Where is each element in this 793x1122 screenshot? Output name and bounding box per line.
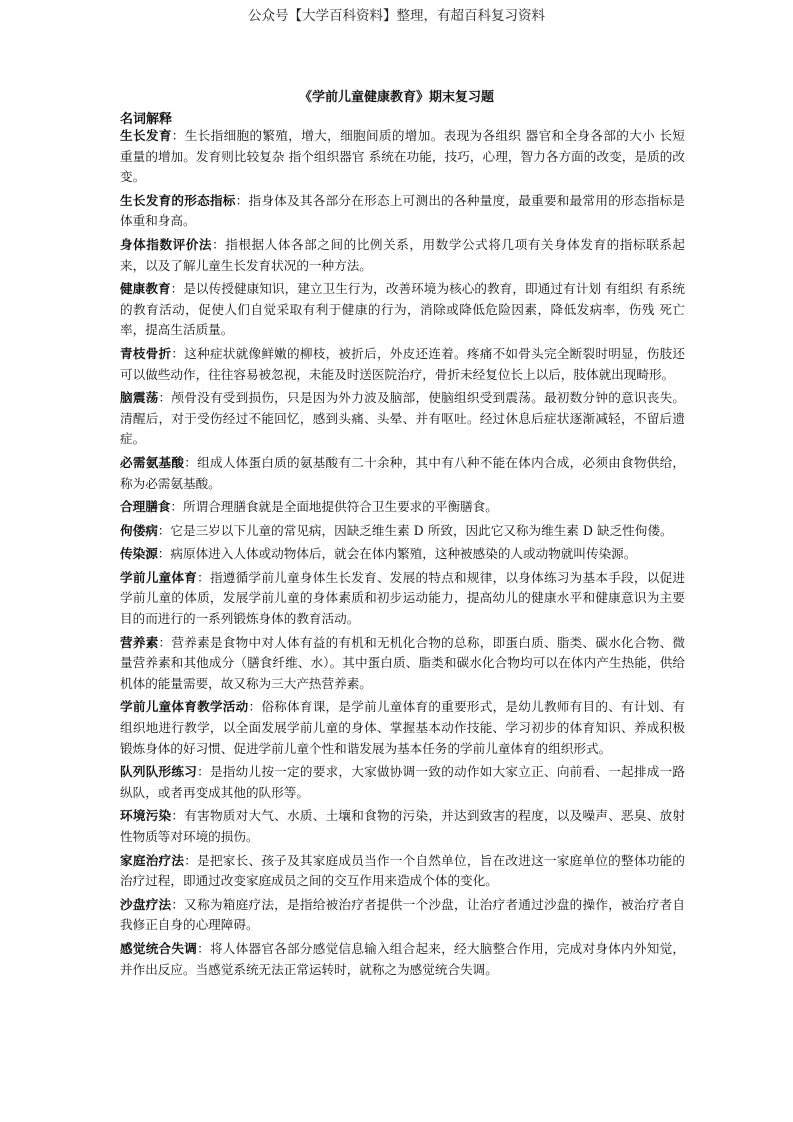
term-separator: ：: [171, 128, 185, 143]
term-entry: [120, 388, 685, 450]
term-name: 健康教育: [120, 281, 171, 297]
term-separator: ：: [171, 896, 185, 912]
document-title: 《学前儿童健康教育》期末复习题: [298, 90, 494, 105]
term-separator: ：: [184, 852, 198, 868]
term-name: 传染源: [120, 546, 158, 562]
term-separator: ：: [157, 522, 171, 538]
term-separator: ：: [171, 808, 185, 824]
term-entry: [120, 191, 685, 232]
term-definition: 营养素是食物中对人体有益的有机和无机化合物的总称，即蛋白质、脂类、碳水化合物、微量营养素和其他成分（膳食纤维、水）。其中蛋白质、脂类和碳水化合物均可以在体内产生热能，供给机体的能量需要，故又称为三大产热营养素。: [120, 634, 686, 691]
term-entry: [120, 568, 685, 630]
term-separator: ：: [170, 499, 183, 515]
term-definition: 是指幼儿按一定的要求，大家做协调一致的动作如大家立正、向前看、一起排成一路纵队，或者再变成其他的队形等。: [120, 764, 686, 800]
term-entry: [120, 453, 685, 494]
term-name: 合理膳食: [120, 499, 171, 515]
term-definition: 组成人体蛋白质的氨基酸有二十余种，其中有八种不能在体内合成，必须由食物供给，称为必需氨基酸。: [120, 454, 686, 491]
term-definition: 又称为箱庭疗法，是指给被治疗者提供一个沙盘，让治疗者通过沙盘的操作，被治疗者自我修正自身的心理障碍。: [120, 896, 686, 933]
term-entry: [120, 279, 685, 341]
term-name: 生长发育: [120, 128, 172, 143]
term-name: 家庭治疗法: [120, 852, 185, 868]
term-name: 青枝骨折: [120, 345, 172, 361]
term-entry: [120, 126, 685, 188]
term-name: 感觉统合失调: [120, 940, 198, 956]
term-entry: [120, 344, 685, 385]
term-name: 队列队形练习: [120, 764, 198, 780]
term-name: 必需氨基酸: [120, 454, 185, 470]
term-separator: ：: [197, 764, 210, 780]
term-separator: ：: [235, 192, 249, 208]
term-name: 脑震荡: [120, 390, 159, 406]
term-entry: [120, 497, 685, 518]
term-list: [120, 126, 685, 983]
page-header: 公众号【大学百科资料】整理，有超百科复习资料: [248, 8, 545, 24]
term-separator: ：: [158, 390, 172, 406]
term-definition: 颅骨没有受到损伤，只是因为外力波及脑部，使脑组织受到震荡。最初数分钟的意识丧失。清醒后，对于受伤经过不能回忆，感到头痛、头晕、并有呕吐。经过休息后症状逐渐减轻，不留后遗症。: [120, 390, 686, 447]
term-name: 佝偻病: [120, 522, 158, 538]
term-separator: ：: [158, 634, 172, 650]
term-name: 生长发育的形态指标: [120, 192, 236, 208]
term-definition: 病原体进入人体或动物体后，就会在体内繁殖，这种被感染的人或动物就叫传染源。: [170, 546, 637, 562]
term-separator: ：: [171, 345, 185, 361]
term-entry: [120, 762, 685, 803]
term-definition: 指身体及其各部分在形态上可测出的各种量度，最重要和最常用的形态指标是体重和身高。: [120, 192, 686, 229]
term-entry: [120, 521, 685, 542]
term-entry: [120, 851, 685, 892]
term-definition: 指根据人体各部之间的比例关系，用数学公式将几项有关身体发育的指标联系起来，以及了解儿童生长发育状况的一种方法。: [120, 236, 686, 273]
term-definition: 指遵循学前儿童身体生长发育、发展的特点和规律，以身体练习为基本手段，以促进学前儿童的体质，发展学前儿童的身体素质和初步运动能力，提高幼儿的健康水平和健康意识为主要目的而进行的一系列锻炼身体的教育活动。: [120, 569, 686, 627]
term-entry: [120, 544, 685, 565]
term-entry: [120, 806, 685, 847]
term-separator: ：: [248, 699, 262, 715]
term-definition: 是以传授健康知识，建立卫生行为，改善环境为核心的教育，即通过有计划 有组织 有系统的教育活动，促使人们自觉采取有利于健康的行为，消除或降低危险因素，降低发病率，伤残 死亡率，提高生活质量。: [120, 281, 686, 338]
term-definition: 是把家长、孩子及其家庭成员当作一个自然单位，旨在改进这一家庭单位的整体功能的治疗过程，即通过改变家庭成员之间的交互作用来造成个体的变化。: [120, 852, 686, 889]
term-separator: ：: [197, 940, 210, 956]
term-separator: ：: [184, 454, 198, 470]
section-heading: 名词解释: [120, 112, 173, 127]
term-definition: 这种症状就像鲜嫩的柳枝，被折后，外皮还连着。疼痛不如骨头完全断裂时明显，伤肢还可以做些动作，往往容易被忽视，未能及时送医院治疗，骨折未经复位长上以后，肢体就出现畸形。: [120, 345, 686, 382]
term-entry: [120, 633, 685, 695]
term-name: 学前儿童体育教学活动: [120, 699, 249, 715]
term-separator: ：: [212, 236, 226, 252]
term-definition: 将人体器官各部分感觉信息输入组合起来，经大脑整合作用，完成对身体内外知觉，并作出反应。当感觉系统无法正常运转时，就称之为感觉统合失调。: [120, 940, 686, 977]
term-separator: ：: [170, 281, 184, 297]
term-definition: 生长指细胞的繁殖，增大，细胞间质的增加。表现为各组织 器官和全身各部的大小 长短 重量的增加。发育则比较复杂 指个组织器官 系统在功能，技巧，心理，智力各方面的改变，是质的改变。: [120, 128, 686, 185]
term-name: 学前儿童体育: [120, 569, 198, 585]
term-definition: 所谓合理膳食就是全面地提供符合卫生要求的平衡膳食。: [182, 499, 498, 515]
term-entry: [120, 895, 685, 936]
term-separator: ：: [157, 546, 171, 562]
term-name: 沙盘疗法: [120, 896, 172, 912]
term-name: 营养素: [120, 634, 159, 650]
term-entry: [120, 235, 685, 276]
term-separator: ：: [197, 569, 210, 585]
term-definition: 它是三岁以下儿童的常见病，因缺乏维生素 D 所致，因此它又称为维生素 D 缺乏性佝偻。: [170, 522, 673, 538]
term-name: 身体指数评价法: [120, 236, 213, 252]
term-entry: [120, 697, 685, 759]
term-definition: 有害物质对大气、水质、土壤和食物的污染，并达到致害的程度，以及噪声、恶臭、放射性物质等对环境的损伤。: [120, 808, 686, 844]
term-name: 环境污染: [120, 808, 172, 824]
term-definition: 俗称体育课，是学前儿童体育的重要形式，是幼儿教师有目的、有计划、有组织地进行教学，以全面发展学前儿童的身体、掌握基本动作技能、学习初步的体育知识、养成积极锻炼身体的好习惯、促进学前儿童个性和谐发展为基本任务的学前儿童体育的组织形式。: [120, 699, 686, 756]
term-entry: [120, 939, 685, 980]
